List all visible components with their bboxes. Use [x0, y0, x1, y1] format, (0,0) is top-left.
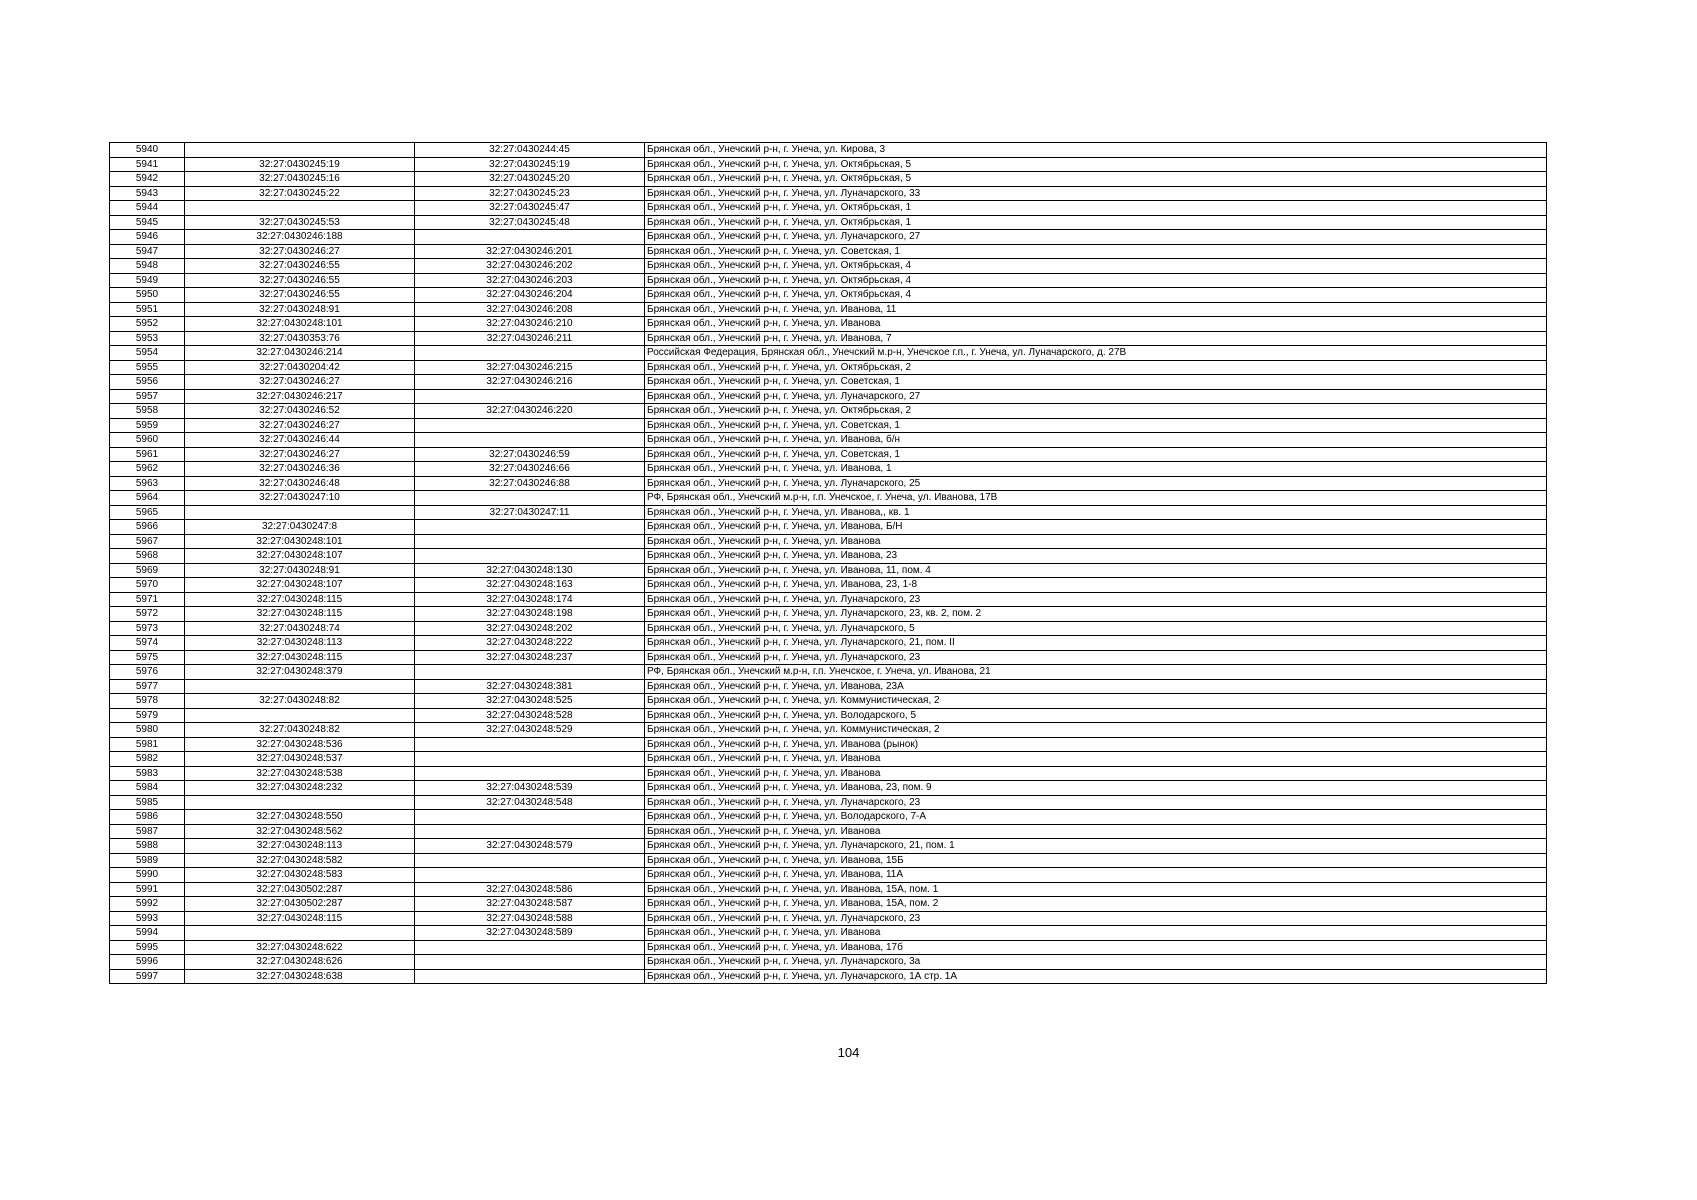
cadastral-number-cell: 32:27:0430248:538 [185, 766, 415, 781]
object-number-cell: 32:27:0430247:11 [415, 505, 645, 520]
address-cell: Брянская обл., Унечский р-н, г. Унеча, ул. Иванова, 23, 1-8 [645, 578, 1547, 593]
row-number-cell: 5967 [110, 534, 185, 549]
address-cell: Брянская обл., Унечский р-н, г. Унеча, ул. Луначарского, 21, пом. 1 [645, 839, 1547, 854]
object-number-cell [415, 737, 645, 752]
table-row [110, 592, 1547, 607]
row-number-cell: 5991 [110, 882, 185, 897]
address-cell: Брянская обл., Унечский р-н, г. Унеча, ул. Иванова [645, 926, 1547, 941]
object-number-cell: 32:27:0430248:579 [415, 839, 645, 854]
row-number-cell: 5990 [110, 868, 185, 883]
row-number-cell: 5945 [110, 215, 185, 230]
address-cell: Брянская обл., Унечский р-н, г. Унеча, ул. Иванова [645, 752, 1547, 767]
address-cell: Брянская обл., Унечский р-н, г. Унеча, ул. Иванова, 11, пом. 4 [645, 563, 1547, 578]
cadastral-number-cell: 32:27:0430248:107 [185, 549, 415, 564]
table-row [110, 491, 1547, 506]
row-number-cell: 5977 [110, 679, 185, 694]
object-number-cell: 32:27:0430248:528 [415, 708, 645, 723]
table-row [110, 273, 1547, 288]
address-cell: Брянская обл., Унечский р-н, г. Унеча, ул. Октябрьская, 1 [645, 215, 1547, 230]
address-cell: Российская Федерация, Брянская обл., Унечский м.р-н, Унечское г.п., г. Унеча, ул. Луначарского, д. 27В [645, 346, 1547, 361]
object-number-cell: 32:27:0430248:237 [415, 650, 645, 665]
cadastral-number-cell: 32:27:0430246:27 [185, 447, 415, 462]
table-row [110, 795, 1547, 810]
object-number-cell: 32:27:0430246:216 [415, 375, 645, 390]
object-number-cell: 32:27:0430248:587 [415, 897, 645, 912]
table-row [110, 505, 1547, 520]
row-number-cell: 5963 [110, 476, 185, 491]
cadastral-number-cell: 32:27:0430246:27 [185, 244, 415, 259]
address-cell: Брянская обл., Унечский р-н, г. Унеча, ул. Луначарского, 23 [645, 911, 1547, 926]
row-number-cell: 5972 [110, 607, 185, 622]
address-cell: Брянская обл., Унечский р-н, г. Унеча, ул. Советская, 1 [645, 244, 1547, 259]
address-cell: Брянская обл., Унечский р-н, г. Унеча, ул. Иванова [645, 534, 1547, 549]
row-number-cell: 5944 [110, 201, 185, 216]
table-row [110, 897, 1547, 912]
cadastral-number-cell: 32:27:0430248:622 [185, 940, 415, 955]
cadastral-number-cell: 32:27:0430248:101 [185, 534, 415, 549]
cadastral-number-cell: 32:27:0430246:36 [185, 462, 415, 477]
object-number-cell: 32:27:0430248:529 [415, 723, 645, 738]
object-number-cell: 32:27:0430248:222 [415, 636, 645, 651]
page-number: 104 [837, 1045, 860, 1060]
object-number-cell: 32:27:0430248:589 [415, 926, 645, 941]
table-row [110, 665, 1547, 680]
cadastral-number-cell: 32:27:0430248:583 [185, 868, 415, 883]
address-cell: Брянская обл., Унечский р-н, г. Унеча, ул. Октябрьская, 1 [645, 201, 1547, 216]
address-cell: Брянская обл., Унечский р-н, г. Унеча, ул. Иванова,, кв. 1 [645, 505, 1547, 520]
table-row [110, 447, 1547, 462]
row-number-cell: 5994 [110, 926, 185, 941]
cadastral-number-cell: 32:27:0430247:8 [185, 520, 415, 535]
cadastral-table [109, 142, 1547, 984]
object-number-cell: 32:27:0430245:47 [415, 201, 645, 216]
table-row [110, 926, 1547, 941]
table-row [110, 244, 1547, 259]
address-cell: Брянская обл., Унечский р-н, г. Унеча, ул. Иванова, 11 [645, 302, 1547, 317]
row-number-cell: 5975 [110, 650, 185, 665]
row-number-cell: 5952 [110, 317, 185, 332]
table-row [110, 650, 1547, 665]
table-row [110, 288, 1547, 303]
address-cell: Брянская обл., Унечский р-н, г. Унеча, ул. Луначарского, 33 [645, 186, 1547, 201]
table-row [110, 563, 1547, 578]
cadastral-number-cell: 32:27:0430246:55 [185, 288, 415, 303]
address-cell: Брянская обл., Унечский р-н, г. Унеча, ул. Коммунистическая, 2 [645, 694, 1547, 709]
cadastral-number-cell: 32:27:0430248:638 [185, 969, 415, 984]
table-row [110, 404, 1547, 419]
table-row [110, 578, 1547, 593]
row-number-cell: 5951 [110, 302, 185, 317]
address-cell: Брянская обл., Унечский р-н, г. Унеча, ул. Иванова, 23А [645, 679, 1547, 694]
row-number-cell: 5943 [110, 186, 185, 201]
row-number-cell: 5976 [110, 665, 185, 680]
object-number-cell: 32:27:0430246:88 [415, 476, 645, 491]
table-row [110, 737, 1547, 752]
cadastral-number-cell: 32:27:0430246:217 [185, 389, 415, 404]
cadastral-number-cell: 32:27:0430246:214 [185, 346, 415, 361]
cadastral-number-cell: 32:27:0430248:232 [185, 781, 415, 796]
row-number-cell: 5957 [110, 389, 185, 404]
table-row [110, 143, 1547, 158]
object-number-cell: 32:27:0430245:20 [415, 172, 645, 187]
row-number-cell: 5955 [110, 360, 185, 375]
address-cell: Брянская обл., Унечский р-н, г. Унеча, ул. Октябрьская, 4 [645, 273, 1547, 288]
table-row [110, 259, 1547, 274]
object-number-cell: 32:27:0430245:19 [415, 157, 645, 172]
cadastral-number-cell: 32:27:0430248:91 [185, 563, 415, 578]
address-cell: Брянская обл., Унечский р-н, г. Унеча, ул. Иванова, Б/Н [645, 520, 1547, 535]
table-row [110, 230, 1547, 245]
address-cell: Брянская обл., Унечский р-н, г. Унеча, ул. Иванова [645, 317, 1547, 332]
cadastral-number-cell: 32:27:0430248:82 [185, 694, 415, 709]
address-cell: Брянская обл., Унечский р-н, г. Унеча, ул. Иванова, 17б [645, 940, 1547, 955]
object-number-cell [415, 534, 645, 549]
address-cell: Брянская обл., Унечский р-н, г. Унеча, ул. Советская, 1 [645, 375, 1547, 390]
object-number-cell [415, 853, 645, 868]
address-cell: Брянская обл., Унечский р-н, г. Унеча, ул. Коммунистическая, 2 [645, 723, 1547, 738]
address-cell: Брянская обл., Унечский р-н, г. Унеча, ул. Советская, 1 [645, 447, 1547, 462]
table-row [110, 708, 1547, 723]
table-row [110, 766, 1547, 781]
cadastral-number-cell: 32:27:0430248:582 [185, 853, 415, 868]
address-cell: Брянская обл., Унечский р-н, г. Унеча, ул. Октябрьская, 2 [645, 404, 1547, 419]
row-number-cell: 5996 [110, 955, 185, 970]
table-row [110, 186, 1547, 201]
row-number-cell: 5966 [110, 520, 185, 535]
row-number-cell: 5969 [110, 563, 185, 578]
address-cell: Брянская обл., Унечский р-н, г. Унеча, ул. Луначарского, 3а [645, 955, 1547, 970]
object-number-cell: 32:27:0430248:381 [415, 679, 645, 694]
cadastral-number-cell: 32:27:0430248:74 [185, 621, 415, 636]
row-number-cell: 5980 [110, 723, 185, 738]
table-row [110, 346, 1547, 361]
table-row [110, 882, 1547, 897]
cadastral-number-cell: 32:27:0430502:287 [185, 897, 415, 912]
table-row [110, 853, 1547, 868]
row-number-cell: 5942 [110, 172, 185, 187]
row-number-cell: 5959 [110, 418, 185, 433]
cadastral-number-cell [185, 143, 415, 158]
cadastral-number-cell: 32:27:0430247:10 [185, 491, 415, 506]
cadastral-number-cell: 32:27:0430246:48 [185, 476, 415, 491]
row-number-cell: 5961 [110, 447, 185, 462]
object-number-cell [415, 549, 645, 564]
row-number-cell: 5983 [110, 766, 185, 781]
object-number-cell: 32:27:0430245:23 [415, 186, 645, 201]
row-number-cell: 5997 [110, 969, 185, 984]
table-row [110, 810, 1547, 825]
cadastral-number-cell: 32:27:0430245:53 [185, 215, 415, 230]
row-number-cell: 5962 [110, 462, 185, 477]
cadastral-number-cell: 32:27:0430248:101 [185, 317, 415, 332]
object-number-cell: 32:27:0430246:220 [415, 404, 645, 419]
row-number-cell: 5954 [110, 346, 185, 361]
object-number-cell: 32:27:0430248:163 [415, 578, 645, 593]
address-cell: Брянская обл., Унечский р-н, г. Унеча, ул. Иванова, б/н [645, 433, 1547, 448]
table-row [110, 157, 1547, 172]
address-cell: Брянская обл., Унечский р-н, г. Унеча, ул. Луначарского, 23 [645, 650, 1547, 665]
object-number-cell: 32:27:0430246:211 [415, 331, 645, 346]
row-number-cell: 5992 [110, 897, 185, 912]
table-row [110, 839, 1547, 854]
object-number-cell [415, 389, 645, 404]
table-row [110, 418, 1547, 433]
table-row [110, 317, 1547, 332]
cadastral-number-cell: 32:27:0430246:44 [185, 433, 415, 448]
row-number-cell: 5970 [110, 578, 185, 593]
cadastral-number-cell: 32:27:0430248:537 [185, 752, 415, 767]
address-cell: Брянская обл., Унечский р-н, г. Унеча, ул. Иванова (рынок) [645, 737, 1547, 752]
address-cell: Брянская обл., Унечский р-н, г. Унеча, ул. Иванова, 15Б [645, 853, 1547, 868]
address-cell: Брянская обл., Унечский р-н, г. Унеча, ул. Иванова, 11А [645, 868, 1547, 883]
row-number-cell: 5964 [110, 491, 185, 506]
table-row [110, 462, 1547, 477]
row-number-cell: 5956 [110, 375, 185, 390]
address-cell: Брянская обл., Унечский р-н, г. Унеча, ул. Луначарского, 27 [645, 389, 1547, 404]
row-number-cell: 5984 [110, 781, 185, 796]
address-cell: Брянская обл., Унечский р-н, г. Унеча, ул. Советская, 1 [645, 418, 1547, 433]
cadastral-number-cell [185, 795, 415, 810]
object-number-cell: 32:27:0430246:203 [415, 273, 645, 288]
table-row [110, 215, 1547, 230]
row-number-cell: 5988 [110, 839, 185, 854]
object-number-cell: 32:27:0430248:130 [415, 563, 645, 578]
row-number-cell: 5973 [110, 621, 185, 636]
object-number-cell: 32:27:0430246:202 [415, 259, 645, 274]
row-number-cell: 5979 [110, 708, 185, 723]
address-cell: Брянская обл., Унечский р-н, г. Унеча, ул. Луначарского, 27 [645, 230, 1547, 245]
object-number-cell: 32:27:0430246:201 [415, 244, 645, 259]
row-number-cell: 5948 [110, 259, 185, 274]
row-number-cell: 5987 [110, 824, 185, 839]
table-row [110, 389, 1547, 404]
cadastral-number-cell: 32:27:0430245:19 [185, 157, 415, 172]
object-number-cell [415, 346, 645, 361]
address-cell: Брянская обл., Унечский р-н, г. Унеча, ул. Октябрьская, 5 [645, 157, 1547, 172]
address-cell: Брянская обл., Унечский р-н, г. Унеча, ул. Луначарского, 23, кв. 2, пом. 2 [645, 607, 1547, 622]
address-cell: РФ, Брянская обл., Унечский м.р-н, г.п. Унечское, г. Унеча, ул. Иванова, 17В [645, 491, 1547, 506]
object-number-cell: 32:27:0430246:59 [415, 447, 645, 462]
object-number-cell: 32:27:0430246:204 [415, 288, 645, 303]
row-number-cell: 5958 [110, 404, 185, 419]
cadastral-number-cell: 32:27:0430353:76 [185, 331, 415, 346]
address-cell: Брянская обл., Унечский р-н, г. Унеча, ул. Октябрьская, 4 [645, 288, 1547, 303]
cadastral-number-cell: 32:27:0430246:188 [185, 230, 415, 245]
address-cell: Брянская обл., Унечский р-н, г. Унеча, ул. Октябрьская, 2 [645, 360, 1547, 375]
object-number-cell [415, 491, 645, 506]
address-cell: Брянская обл., Унечский р-н, г. Унеча, ул. Луначарского, 23 [645, 592, 1547, 607]
table-row [110, 636, 1547, 651]
row-number-cell: 5971 [110, 592, 185, 607]
object-number-cell [415, 752, 645, 767]
cadastral-number-cell: 32:27:0430246:55 [185, 259, 415, 274]
address-cell: Брянская обл., Унечский р-н, г. Унеча, ул. Иванова, 23 [645, 549, 1547, 564]
table-row [110, 476, 1547, 491]
cadastral-number-cell: 32:27:0430246:27 [185, 418, 415, 433]
row-number-cell: 5940 [110, 143, 185, 158]
address-cell: Брянская обл., Унечский р-н, г. Унеча, ул. Иванова, 15А, пом. 2 [645, 897, 1547, 912]
row-number-cell: 5965 [110, 505, 185, 520]
table-row [110, 969, 1547, 984]
cadastral-number-cell: 32:27:0430246:27 [185, 375, 415, 390]
object-number-cell [415, 230, 645, 245]
row-number-cell: 5978 [110, 694, 185, 709]
cadastral-number-cell: 32:27:0430248:115 [185, 911, 415, 926]
cadastral-number-cell [185, 708, 415, 723]
object-number-cell [415, 433, 645, 448]
address-cell: Брянская обл., Унечский р-н, г. Унеча, ул. Иванова, 7 [645, 331, 1547, 346]
address-cell: Брянская обл., Унечский р-н, г. Унеча, ул. Луначарского, 23 [645, 795, 1547, 810]
object-number-cell [415, 824, 645, 839]
object-number-cell: 32:27:0430246:210 [415, 317, 645, 332]
row-number-cell: 5989 [110, 853, 185, 868]
cadastral-number-cell: 32:27:0430248:115 [185, 607, 415, 622]
row-number-cell: 5946 [110, 230, 185, 245]
row-number-cell: 5986 [110, 810, 185, 825]
address-cell: Брянская обл., Унечский р-н, г. Унеча, ул. Октябрьская, 5 [645, 172, 1547, 187]
object-number-cell: 32:27:0430248:588 [415, 911, 645, 926]
object-number-cell [415, 955, 645, 970]
table-body [110, 143, 1547, 984]
row-number-cell: 5993 [110, 911, 185, 926]
address-cell: РФ, Брянская обл., Унечский м.р-н, г.п. Унечское, г. Унеча, ул. Иванова, 21 [645, 665, 1547, 680]
cadastral-number-cell: 32:27:0430248:562 [185, 824, 415, 839]
row-number-cell: 5974 [110, 636, 185, 651]
table-row [110, 911, 1547, 926]
cadastral-number-cell [185, 505, 415, 520]
table-row [110, 781, 1547, 796]
object-number-cell: 32:27:0430248:548 [415, 795, 645, 810]
document-sheet [109, 142, 1546, 984]
cadastral-number-cell [185, 926, 415, 941]
table-row [110, 360, 1547, 375]
table-row [110, 375, 1547, 390]
address-cell: Брянская обл., Унечский р-н, г. Унеча, ул. Октябрьская, 4 [645, 259, 1547, 274]
table-row [110, 868, 1547, 883]
table-row [110, 520, 1547, 535]
row-number-cell: 5985 [110, 795, 185, 810]
cadastral-number-cell: 32:27:0430248:91 [185, 302, 415, 317]
table-row [110, 201, 1547, 216]
address-cell: Брянская обл., Унечский р-н, г. Унеча, ул. Володарского, 5 [645, 708, 1547, 723]
cadastral-number-cell: 32:27:0430248:115 [185, 592, 415, 607]
cadastral-number-cell [185, 679, 415, 694]
object-number-cell: 32:27:0430248:198 [415, 607, 645, 622]
object-number-cell: 32:27:0430248:174 [415, 592, 645, 607]
table-row [110, 679, 1547, 694]
cadastral-number-cell: 32:27:0430245:16 [185, 172, 415, 187]
table-row [110, 331, 1547, 346]
object-number-cell [415, 418, 645, 433]
object-number-cell [415, 766, 645, 781]
row-number-cell: 5949 [110, 273, 185, 288]
address-cell: Брянская обл., Унечский р-н, г. Унеча, ул. Луначарского, 21, пом. II [645, 636, 1547, 651]
object-number-cell: 32:27:0430248:539 [415, 781, 645, 796]
cadastral-number-cell: 32:27:0430248:113 [185, 636, 415, 651]
object-number-cell [415, 868, 645, 883]
cadastral-number-cell: 32:27:0430245:22 [185, 186, 415, 201]
object-number-cell: 32:27:0430248:586 [415, 882, 645, 897]
cadastral-number-cell: 32:27:0430204:42 [185, 360, 415, 375]
address-cell: Брянская обл., Унечский р-н, г. Унеча, ул. Иванова, 23, пом. 9 [645, 781, 1547, 796]
row-number-cell: 5953 [110, 331, 185, 346]
cadastral-number-cell: 32:27:0430248:107 [185, 578, 415, 593]
table-row [110, 534, 1547, 549]
table-row [110, 607, 1547, 622]
object-number-cell: 32:27:0430246:215 [415, 360, 645, 375]
object-number-cell [415, 940, 645, 955]
object-number-cell: 32:27:0430248:525 [415, 694, 645, 709]
table-row [110, 824, 1547, 839]
object-number-cell: 32:27:0430246:66 [415, 462, 645, 477]
cadastral-number-cell: 32:27:0430248:626 [185, 955, 415, 970]
row-number-cell: 5950 [110, 288, 185, 303]
table-row [110, 955, 1547, 970]
object-number-cell: 32:27:0430245:48 [415, 215, 645, 230]
row-number-cell: 5981 [110, 737, 185, 752]
address-cell: Брянская обл., Унечский р-н, г. Унеча, ул. Иванова, 15А, пом. 1 [645, 882, 1547, 897]
address-cell: Брянская обл., Унечский р-н, г. Унеча, ул. Кирова, 3 [645, 143, 1547, 158]
cadastral-number-cell: 32:27:0430246:55 [185, 273, 415, 288]
row-number-cell: 5947 [110, 244, 185, 259]
row-number-cell: 5995 [110, 940, 185, 955]
cadastral-number-cell: 32:27:0430248:536 [185, 737, 415, 752]
row-number-cell: 5960 [110, 433, 185, 448]
cadastral-number-cell: 32:27:0430248:113 [185, 839, 415, 854]
table-row [110, 302, 1547, 317]
address-cell: Брянская обл., Унечский р-н, г. Унеча, ул. Луначарского, 1А стр. 1А [645, 969, 1547, 984]
object-number-cell: 32:27:0430244:45 [415, 143, 645, 158]
row-number-cell: 5982 [110, 752, 185, 767]
table-row [110, 172, 1547, 187]
cadastral-number-cell: 32:27:0430246:52 [185, 404, 415, 419]
object-number-cell [415, 969, 645, 984]
cadastral-number-cell: 32:27:0430502:287 [185, 882, 415, 897]
row-number-cell: 5968 [110, 549, 185, 564]
object-number-cell [415, 810, 645, 825]
address-cell: Брянская обл., Унечский р-н, г. Унеча, ул. Иванова, 1 [645, 462, 1547, 477]
table-row [110, 433, 1547, 448]
address-cell: Брянская обл., Унечский р-н, г. Унеча, ул. Иванова [645, 824, 1547, 839]
row-number-cell: 5941 [110, 157, 185, 172]
address-cell: Брянская обл., Унечский р-н, г. Унеча, ул. Иванова [645, 766, 1547, 781]
cadastral-number-cell: 32:27:0430248:550 [185, 810, 415, 825]
object-number-cell [415, 520, 645, 535]
object-number-cell [415, 665, 645, 680]
object-number-cell: 32:27:0430246:208 [415, 302, 645, 317]
table-row [110, 694, 1547, 709]
cadastral-number-cell [185, 201, 415, 216]
address-cell: Брянская обл., Унечский р-н, г. Унеча, ул. Луначарского, 25 [645, 476, 1547, 491]
table-row [110, 723, 1547, 738]
cadastral-number-cell: 32:27:0430248:82 [185, 723, 415, 738]
table-row [110, 549, 1547, 564]
table-row [110, 940, 1547, 955]
cadastral-number-cell: 32:27:0430248:379 [185, 665, 415, 680]
address-cell: Брянская обл., Унечский р-н, г. Унеча, ул. Володарского, 7-А [645, 810, 1547, 825]
cadastral-number-cell: 32:27:0430248:115 [185, 650, 415, 665]
table-row [110, 752, 1547, 767]
object-number-cell: 32:27:0430248:202 [415, 621, 645, 636]
table-row [110, 621, 1547, 636]
address-cell: Брянская обл., Унечский р-н, г. Унеча, ул. Луначарского, 5 [645, 621, 1547, 636]
